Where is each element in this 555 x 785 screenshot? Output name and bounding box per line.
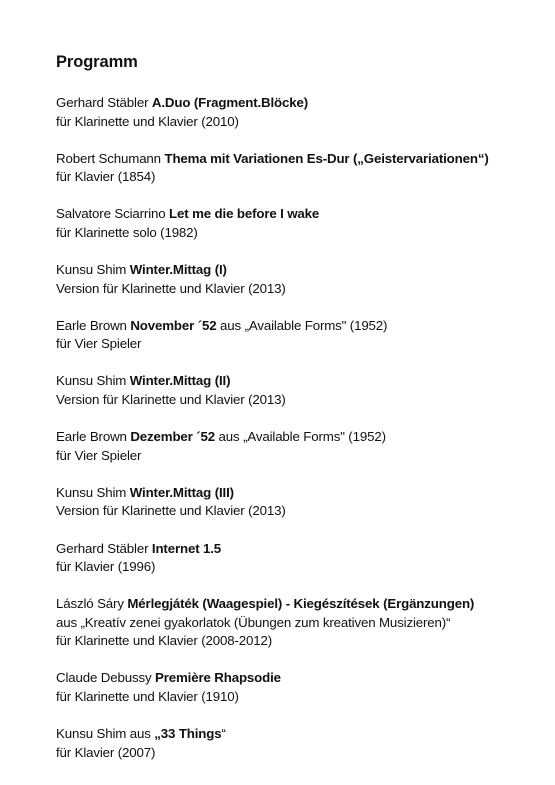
entry-detail: für Klarinette und Klavier (2008-2012): [56, 633, 273, 649]
composer-name: Kunsu Shim: [56, 262, 127, 278]
program-entry: [56, 484, 536, 521]
work-title: Dezember ´52: [130, 429, 215, 445]
work-title: Internet 1.5: [151, 540, 222, 556]
work-title: Winter.Mittag (III): [129, 484, 234, 500]
entry-line-1: [56, 94, 536, 113]
work-source: aus „Available Forms" (1952): [220, 317, 388, 333]
program-entry: [56, 725, 536, 762]
composer-name: Gerhard Stäbler: [56, 540, 149, 556]
composer-name: Kunsu Shim aus: [56, 726, 151, 742]
entry-line-1: [56, 595, 536, 614]
program-entry: [56, 428, 536, 465]
work-source: aus „Available Forms" (1952): [218, 429, 386, 445]
entry-line-1: [56, 261, 536, 280]
work-title: Première Rhapsodie: [155, 670, 281, 686]
composer-name: László Sáry: [56, 596, 124, 612]
entry-line-1: [56, 205, 536, 224]
composer-name: Robert Schumann: [56, 150, 161, 166]
program-heading: Programm: [56, 53, 138, 71]
work-title: „33 Things: [154, 726, 222, 742]
work-title: Thema mit Variationen Es-Dur („Geistervariationen“): [164, 150, 489, 166]
entry-source: aus „Kreatív zenei gyakorlatok (Übungen zum kreativen Musizieren)“: [56, 614, 451, 630]
entry-detail: für Klavier (1854): [56, 169, 156, 185]
program-entry: [56, 669, 536, 706]
entry-detail: für Klarinette solo (1982): [56, 224, 198, 240]
program-entry: [56, 205, 536, 242]
entry-line-1: [56, 540, 536, 559]
entry-line-1: [56, 372, 536, 391]
entry-line-1: [56, 317, 536, 336]
work-title: Winter.Mittag (I): [129, 262, 227, 278]
entry-detail: Version für Klarinette und Klavier (2013): [56, 503, 286, 519]
entry-detail: für Vier Spieler: [56, 336, 142, 352]
entry-detail: für Klavier (1996): [56, 559, 156, 575]
program-entry: [56, 317, 536, 354]
program-entry: [56, 261, 536, 298]
work-title: A.Duo (Fragment.Blöcke): [151, 95, 309, 110]
composer-name: Kunsu Shim: [56, 484, 127, 500]
composer-name: Earle Brown: [56, 317, 127, 333]
entry-line-1: [56, 150, 536, 169]
entry-detail: Version für Klarinette und Klavier (2013): [56, 392, 286, 408]
composer-name: Salvatore Sciarrino: [56, 206, 166, 222]
program-entry: [56, 150, 536, 187]
composer-name: Kunsu Shim: [56, 373, 127, 389]
composer-name: Earle Brown: [56, 429, 127, 445]
entry-detail: für Vier Spieler: [56, 447, 142, 463]
program-entry: [56, 94, 536, 131]
composer-name: Claude Debussy: [56, 670, 152, 686]
entry-line-1: [56, 484, 536, 503]
work-title: Mérlegjáték (Waagespiel) - Kiegészítések (Ergänzungen): [127, 596, 475, 612]
program-entry: [56, 372, 536, 409]
entry-detail: für Klarinette und Klavier (1910): [56, 689, 239, 705]
work-title: Winter.Mittag (II): [129, 373, 231, 389]
entry-line-1: [56, 725, 536, 744]
entry-line-1: [56, 428, 536, 447]
work-title: November ´52: [130, 317, 217, 333]
entry-detail: für Klavier (2007): [56, 744, 156, 760]
program-entry: [56, 540, 536, 577]
entry-detail: für Klarinette und Klavier (2010): [56, 113, 239, 129]
entry-detail: Version für Klarinette und Klavier (2013): [56, 280, 286, 296]
closing-quote: “: [221, 726, 226, 742]
work-title: Let me die before I wake: [169, 206, 320, 222]
program-entry: [56, 595, 536, 651]
entry-line-1: [56, 669, 536, 688]
composer-name: Gerhard Stäbler: [56, 95, 149, 110]
program-page: [56, 52, 536, 781]
